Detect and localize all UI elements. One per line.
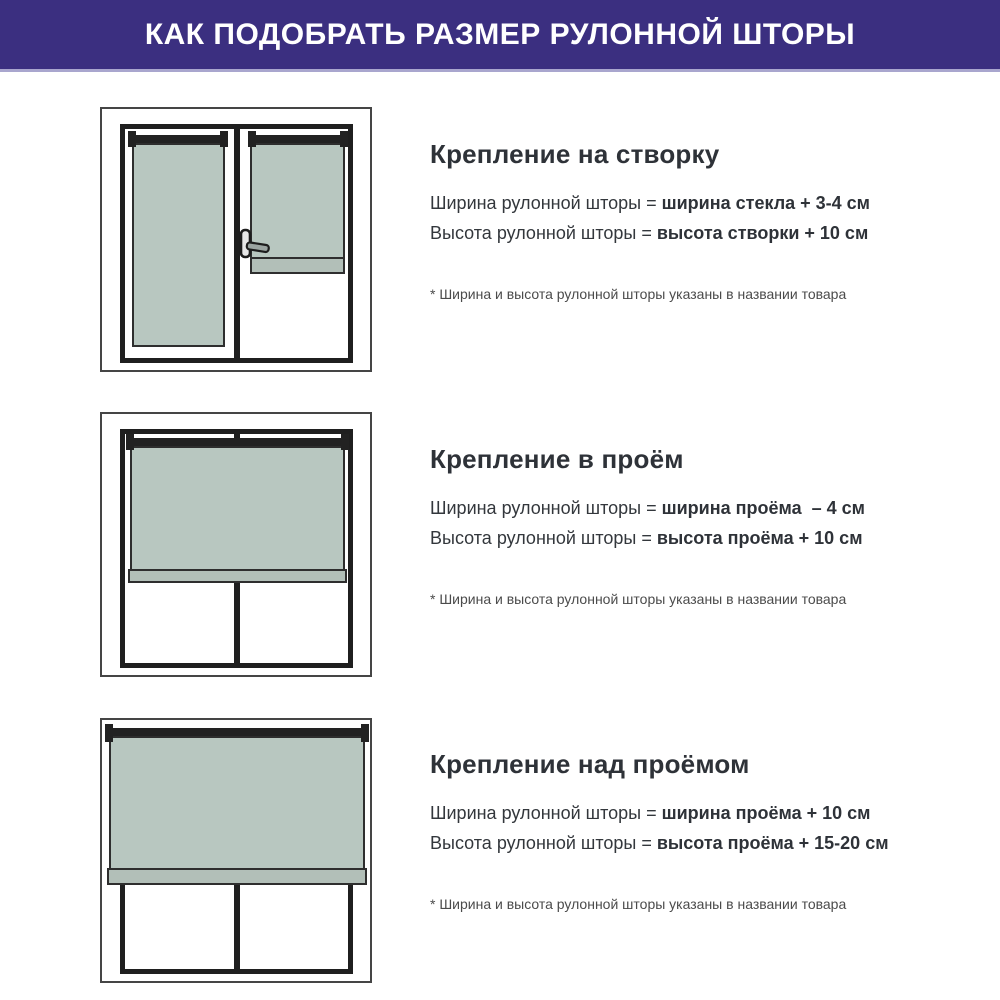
formula-width [430, 192, 970, 214]
window-diagram-opening [100, 412, 372, 677]
formula-label: Высота рулонной шторы = [430, 223, 657, 243]
window-diagram-above-opening [100, 718, 372, 983]
footnote: * Ширина и высота рулонной шторы указаны в названии товара [430, 286, 847, 302]
formula-label: Ширина рулонной шторы = [430, 193, 662, 213]
formula-value: высота проёма + 15-20 см [656, 833, 889, 853]
formula-width [430, 802, 970, 824]
formula-list [430, 802, 970, 854]
header-banner [0, 0, 1000, 72]
section-title: Крепление на створку [430, 139, 720, 169]
section-title: Крепление над проёмом [430, 749, 750, 779]
formula-label: Высота рулонной шторы = [430, 528, 657, 548]
formula-width [430, 497, 970, 519]
section-above-opening [430, 750, 970, 913]
formula-label: Ширина рулонной шторы = [430, 498, 662, 518]
window-handle-icon [235, 228, 271, 260]
blind-fabric [132, 143, 225, 347]
footnote: * Ширина и высота рулонной шторы указаны в названии товара [430, 896, 847, 912]
page-title: КАК ПОДОБРАТЬ РАЗМЕР РУЛОННОЙ ШТОРЫ [144, 17, 856, 51]
blind-fabric [109, 736, 365, 870]
formula-list [430, 192, 970, 244]
section-opening [430, 445, 970, 608]
roller-bar [250, 135, 347, 143]
formula-value: ширина проёма + 10 см [661, 803, 871, 823]
formula-label: Высота рулонной шторы = [430, 833, 657, 853]
formula-value: ширина проёма – 4 см [661, 498, 865, 518]
roller-bar [107, 728, 367, 736]
blind-hem [107, 868, 367, 885]
blind-hem [128, 569, 347, 583]
formula-value: высота створки + 10 см [656, 223, 869, 243]
formula-label: Ширина рулонной шторы = [430, 803, 662, 823]
blind-fabric [130, 446, 345, 571]
section-title: Крепление в проём [430, 444, 684, 474]
formula-list [430, 497, 970, 549]
roller-bar [130, 135, 227, 143]
window-diagram-sash [100, 107, 372, 372]
formula-value: высота проёма + 10 см [656, 528, 863, 548]
formula-height [430, 222, 970, 244]
formula-height [430, 832, 970, 854]
formula-value: ширина стекла + 3-4 см [661, 193, 870, 213]
formula-height [430, 527, 970, 549]
roller-bar [128, 438, 347, 446]
section-sash [430, 140, 970, 303]
footnote: * Ширина и высота рулонной шторы указаны в названии товара [430, 591, 847, 607]
